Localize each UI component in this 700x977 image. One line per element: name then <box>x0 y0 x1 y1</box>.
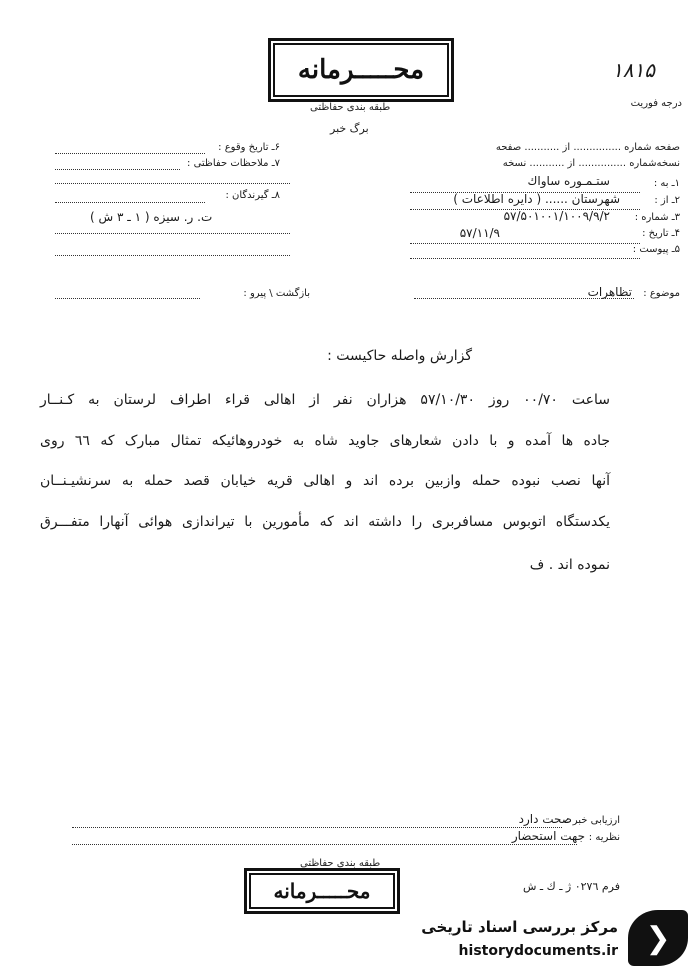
attachment-label: ۵ـ پیوست : <box>632 244 680 255</box>
confidential-stamp-top <box>268 38 454 102</box>
recipients-line-3 <box>55 255 290 256</box>
handwritten-number: ۱۸۱۵ <box>612 58 655 82</box>
recipients-label: ۸ـ گیرندگان : <box>225 190 280 201</box>
date-line <box>410 243 640 244</box>
subject-value: تظاهرات <box>587 285 632 299</box>
date-value: ۵۷/۱۱/۹ <box>459 226 500 240</box>
stamp-text: محـــــرمانه <box>297 55 425 85</box>
number-label: ۳ـ شماره : <box>634 212 680 223</box>
recipients-value: ت. ر. سیزه ( ۱ ـ ۳ ش ) <box>90 210 213 224</box>
body-line-1: ساعت ۰۰/۷۰ روز ۵۷/۱۰/۳۰ هزاران نفر از اهالی قراء اطراف لرستان به کـنــار <box>40 392 610 408</box>
date-label: ۴ـ تاریخ : <box>642 228 680 239</box>
body-line-5: نموده اند . ف <box>529 557 610 573</box>
classification-label: طبقه بندی حفاظتی <box>310 102 391 113</box>
body-line-2: جاده ها آمده و با دادن شعارهای جاوید شاه به خودروهائیکه تمثال مبارک که ٦٦ روی <box>40 433 610 449</box>
event-date-label: ۶ـ تاریخ وقوع : <box>218 142 280 153</box>
bottom-stamp-caption: طبقه بندی حفاظتی <box>300 858 381 869</box>
security-notes-line-2 <box>55 183 290 184</box>
event-date-line <box>55 153 205 154</box>
subject-label: موضوع : <box>643 288 680 299</box>
recipients-line <box>55 202 205 203</box>
return-line <box>55 298 200 299</box>
evaluation-label: ارزیابی خبر : <box>566 815 620 826</box>
recipients-line-2 <box>55 233 290 234</box>
body-line-4: یکدستگاه اتوبوس مسافربری را داشته اند که مأمورین با تیراندازی هوائی آنهارا متفـــرق <box>40 514 610 530</box>
opinion-line <box>72 844 577 845</box>
to-value: ستـمـوره ساواك <box>527 174 610 188</box>
evaluation-line <box>72 827 562 828</box>
form-number: فرم ۰۲۷٦ ژ ـ ك ـ ش <box>522 880 620 893</box>
watermark-title: مرکز بررسی اسناد تاریخی <box>421 918 618 936</box>
form-title: برگ خبر <box>330 122 369 135</box>
report-intro: گزارش واصله حاکیست : <box>327 348 472 364</box>
attachment-line <box>410 258 640 259</box>
page-number-field: صفحه شماره ............... از ........... صفحه <box>495 142 680 153</box>
return-label: بازگشت \ پیرو : <box>243 288 310 299</box>
number-value: ۵۷/۵۰۱۰۰۱/۱۰۰۹/۹/۲ <box>503 209 610 223</box>
stamp-text-bottom: محـــــرمانه <box>273 879 371 903</box>
to-label: ۱ـ به : <box>653 178 680 189</box>
opinion-value: جهت استحضار <box>511 829 585 843</box>
from-label: ۲ـ از : <box>654 195 680 206</box>
body-line-3: آنها نصب نبوده حمله وازبین برده اند و اهالی قریه خیابان قصد حمله به سرنشیـنــان <box>40 473 610 489</box>
copy-number-field: نسخه‌شماره ............... از ........... نسخه <box>502 158 680 169</box>
security-notes-line <box>55 169 180 170</box>
priority-label: درجه فوریت <box>630 98 682 109</box>
confidential-stamp-bottom <box>244 868 400 914</box>
security-notes-label: ۷ـ ملاحظات حفاظتی : <box>187 158 280 169</box>
from-value: شهرستان ...... ( دایره اطلاعات ) <box>453 192 620 206</box>
logo-glyph: ❮ <box>645 920 671 956</box>
subject-line <box>414 298 634 299</box>
opinion-label: نظریه : <box>588 832 620 843</box>
evaluation-value: صحت دارد <box>518 812 572 826</box>
watermark-url: historydocuments.ir <box>458 943 618 959</box>
history-docs-logo-icon <box>628 910 688 966</box>
